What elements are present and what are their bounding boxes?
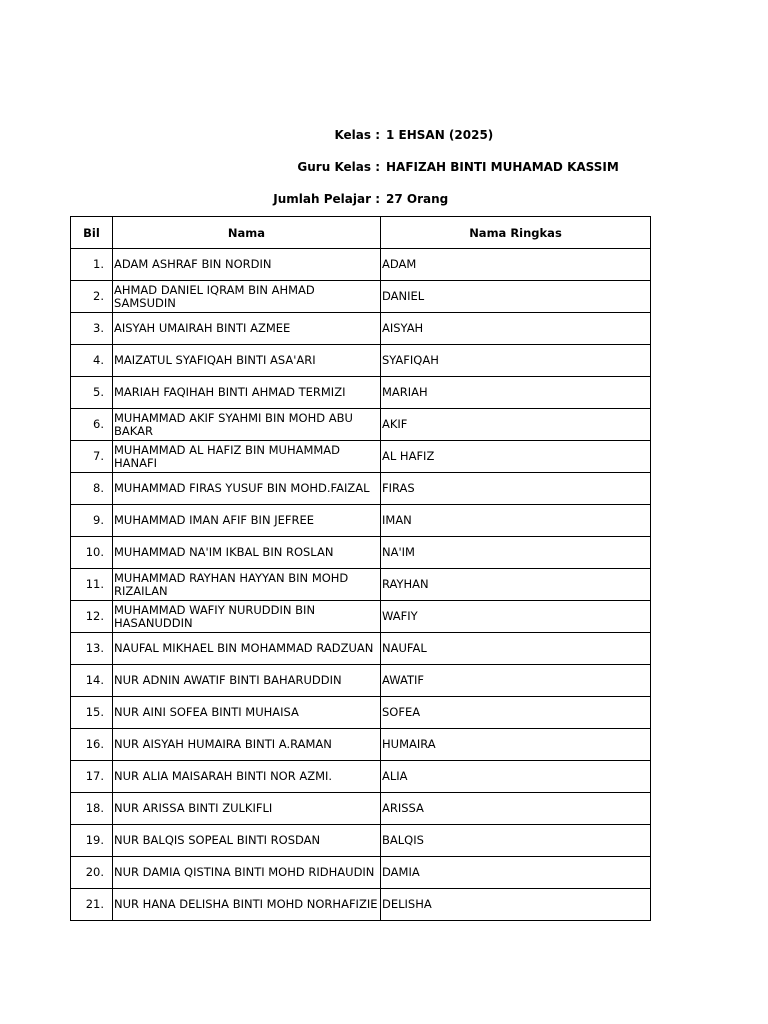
student-name: MUHAMMAD RAYHAN HAYYAN BIN MOHD RIZAILAN	[113, 569, 381, 601]
student-count-info	[0, 191, 768, 207]
student-name: MUHAMMAD AL HAFIZ BIN MUHAMMAD HANAFI	[113, 441, 381, 473]
table-row	[71, 697, 651, 729]
table-row	[71, 633, 651, 665]
short-name: IMAN	[381, 505, 651, 537]
table-header-row	[71, 217, 651, 249]
row-number: 21.	[71, 889, 113, 921]
student-name: MUHAMMAD AKIF SYAHMI BIN MOHD ABU BAKAR	[113, 409, 381, 441]
short-name: AISYAH	[381, 313, 651, 345]
student-name: NUR BALQIS SOPEAL BINTI ROSDAN	[113, 825, 381, 857]
student-name: NAUFAL MIKHAEL BIN MOHAMMAD RADZUAN	[113, 633, 381, 665]
row-number: 6.	[71, 409, 113, 441]
table-row	[71, 569, 651, 601]
row-number: 17.	[71, 761, 113, 793]
student-name: NUR DAMIA QISTINA BINTI MOHD RIDHAUDIN	[113, 857, 381, 889]
short-name: SYAFIQAH	[381, 345, 651, 377]
row-number: 18.	[71, 793, 113, 825]
table-row	[71, 281, 651, 313]
student-name: NUR AISYAH HUMAIRA BINTI A.RAMAN	[113, 729, 381, 761]
student-name: NUR ALIA MAISARAH BINTI NOR AZMI.	[113, 761, 381, 793]
short-name: WAFIY	[381, 601, 651, 633]
short-name: ARISSA	[381, 793, 651, 825]
student-name: AISYAH UMAIRAH BINTI AZMEE	[113, 313, 381, 345]
short-name: DANIEL	[381, 281, 651, 313]
student-name: AHMAD DANIEL IQRAM BIN AHMAD SAMSUDIN	[113, 281, 381, 313]
short-name: DAMIA	[381, 857, 651, 889]
table-row	[71, 441, 651, 473]
short-name: HUMAIRA	[381, 729, 651, 761]
student-name: MARIAH FAQIHAH BINTI AHMAD TERMIZI	[113, 377, 381, 409]
student-name: NUR ARISSA BINTI ZULKIFLI	[113, 793, 381, 825]
table-row	[71, 249, 651, 281]
student-table	[70, 216, 651, 921]
student-count-label: Jumlah Pelajar :	[273, 192, 380, 206]
table-row	[71, 409, 651, 441]
table-row	[71, 505, 651, 537]
short-name: ADAM	[381, 249, 651, 281]
student-name: MAIZATUL SYAFIQAH BINTI ASA'ARI	[113, 345, 381, 377]
row-number: 4.	[71, 345, 113, 377]
table-row	[71, 313, 651, 345]
table-row	[71, 889, 651, 921]
student-name: NUR ADNIN AWATIF BINTI BAHARUDDIN	[113, 665, 381, 697]
short-name: SOFEA	[381, 697, 651, 729]
table-row	[71, 377, 651, 409]
table-row	[71, 761, 651, 793]
row-number: 16.	[71, 729, 113, 761]
short-name: RAYHAN	[381, 569, 651, 601]
class-value: 1 EHSAN (2025)	[386, 128, 494, 142]
teacher-label: Guru Kelas :	[297, 160, 380, 174]
short-name: BALQIS	[381, 825, 651, 857]
student-name: ADAM ASHRAF BIN NORDIN	[113, 249, 381, 281]
teacher-info	[0, 159, 768, 175]
column-header-nama: Nama	[113, 217, 381, 249]
student-name: NUR AINI SOFEA BINTI MUHAISA	[113, 697, 381, 729]
table-row	[71, 473, 651, 505]
short-name: NAUFAL	[381, 633, 651, 665]
class-info	[0, 127, 768, 143]
table-row	[71, 729, 651, 761]
row-number: 2.	[71, 281, 113, 313]
student-name: MUHAMMAD FIRAS YUSUF BIN MOHD.FAIZAL	[113, 473, 381, 505]
row-number: 12.	[71, 601, 113, 633]
student-name: NUR HANA DELISHA BINTI MOHD NORHAFIZIE	[113, 889, 381, 921]
table-row	[71, 345, 651, 377]
short-name: MARIAH	[381, 377, 651, 409]
row-number: 15.	[71, 697, 113, 729]
row-number: 10.	[71, 537, 113, 569]
table-row	[71, 601, 651, 633]
row-number: 14.	[71, 665, 113, 697]
short-name: AL HAFIZ	[381, 441, 651, 473]
row-number: 3.	[71, 313, 113, 345]
short-name: AWATIF	[381, 665, 651, 697]
student-count-value: 27 Orang	[386, 192, 449, 206]
student-name: MUHAMMAD NA'IM IKBAL BIN ROSLAN	[113, 537, 381, 569]
short-name: DELISHA	[381, 889, 651, 921]
short-name: FIRAS	[381, 473, 651, 505]
table-row	[71, 825, 651, 857]
column-header-nama-ringkas: Nama Ringkas	[381, 217, 651, 249]
short-name: ALIA	[381, 761, 651, 793]
table-row	[71, 857, 651, 889]
row-number: 5.	[71, 377, 113, 409]
table-row	[71, 665, 651, 697]
student-name: MUHAMMAD IMAN AFIF BIN JEFREE	[113, 505, 381, 537]
row-number: 11.	[71, 569, 113, 601]
short-name: NA'IM	[381, 537, 651, 569]
row-number: 19.	[71, 825, 113, 857]
row-number: 13.	[71, 633, 113, 665]
row-number: 8.	[71, 473, 113, 505]
student-name: MUHAMMAD WAFIY NURUDDIN BIN HASANUDDIN	[113, 601, 381, 633]
row-number: 7.	[71, 441, 113, 473]
table-row	[71, 537, 651, 569]
short-name: AKIF	[381, 409, 651, 441]
row-number: 1.	[71, 249, 113, 281]
column-header-bil: Bil	[71, 217, 113, 249]
row-number: 9.	[71, 505, 113, 537]
class-label: Kelas :	[334, 128, 380, 142]
teacher-value: HAFIZAH BINTI MUHAMAD KASSIM	[386, 160, 619, 174]
table-row	[71, 793, 651, 825]
row-number: 20.	[71, 857, 113, 889]
